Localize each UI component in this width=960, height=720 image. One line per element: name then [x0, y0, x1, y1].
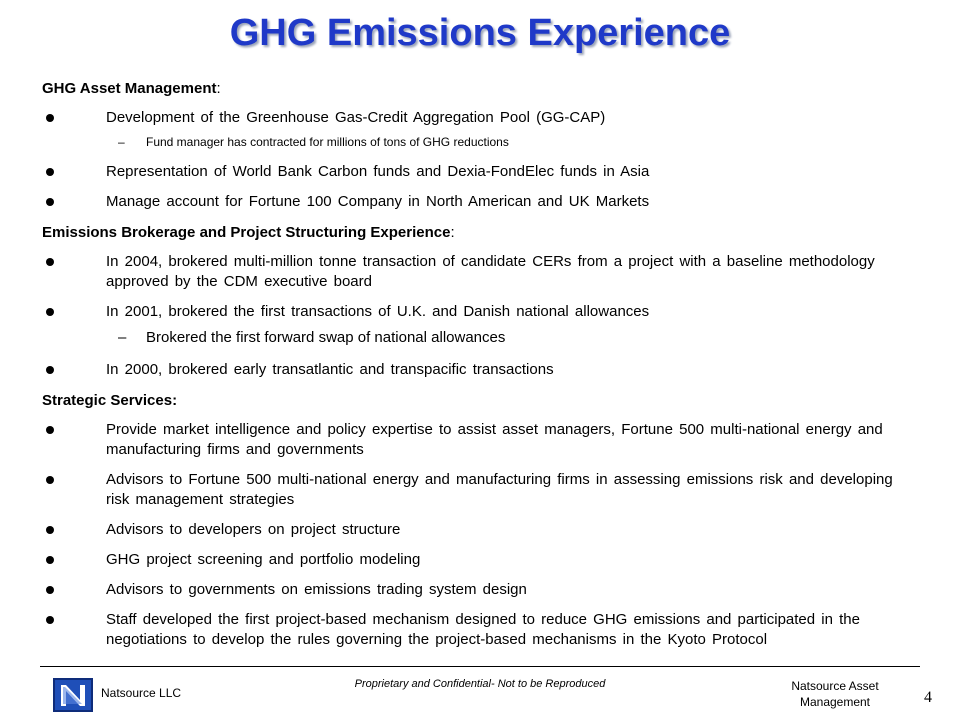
- bullet-item: Advisors to developers on project structure: [42, 520, 922, 540]
- bullet-dot-icon: [46, 258, 54, 266]
- page-title: GHG Emissions Experience: [229, 12, 731, 54]
- bullet-item: GHG project screening and portfolio modeling: [42, 550, 922, 570]
- bullet-item: Advisors to Fortune 500 multi-national energy and manufacturing firms in assessing emissions risk and developing risk management strategies: [42, 470, 922, 510]
- bullet-item: Staff developed the first project-based mechanism designed to reduce GHG emissions and participated in the negotiations to develop the rules governing the project-based mechanisms in the Kyoto Protocol: [42, 610, 922, 650]
- bullet-item: Development of the Greenhouse Gas-Credit Aggregation Pool (GG-CAP): [42, 108, 922, 128]
- bullet-dot-icon: [46, 526, 54, 534]
- bullet-dot-icon: [46, 556, 54, 564]
- sub-bullet-item: – Fund manager has contracted for millions of tons of GHG reductions: [118, 135, 509, 149]
- dash-icon: –: [118, 135, 125, 149]
- section-heading: Strategic Services:: [42, 392, 178, 409]
- section-strategic-services: [42, 392, 922, 650]
- bullet-dot-icon: [46, 476, 54, 484]
- bullet-dot-icon: [46, 308, 54, 316]
- bullet-item: Manage account for Fortune 100 Company in North American and UK Markets: [42, 192, 922, 212]
- section-brokerage: [42, 224, 922, 380]
- dash-icon: –: [118, 329, 127, 346]
- bullet-dot-icon: [46, 586, 54, 594]
- sub-bullet-item: – Brokered the first forward swap of national allowances: [118, 329, 506, 346]
- bullet-item: In 2000, brokered early transatlantic and transpacific transactions: [42, 360, 922, 380]
- bullet-item: Provide market intelligence and policy expertise to assist asset managers, Fortune 500 multi-national energy and manufacturing firms and governments: [42, 420, 922, 460]
- footer-divider: [40, 666, 920, 667]
- section-heading: GHG Asset Management:: [42, 80, 221, 97]
- bullet-dot-icon: [46, 366, 54, 374]
- bullet-item: In 2001, brokered the first transactions of U.K. and Danish national allowances: [42, 302, 922, 322]
- bullet-dot-icon: [46, 114, 54, 122]
- bullet-dot-icon: [46, 168, 54, 176]
- bullet-dot-icon: [46, 426, 54, 434]
- bullet-dot-icon: [46, 198, 54, 206]
- footer-confidential: Proprietary and Confidential- Not to be Reproduced: [354, 678, 606, 690]
- section-heading: Emissions Brokerage and Project Structuring Experience:: [42, 224, 455, 241]
- bullet-item: In 2004, brokered multi-million tonne transaction of candidate CERs from a project with a baseline methodology approved by the CDM executive board: [42, 252, 922, 292]
- bullet-item: Advisors to governments on emissions trading system design: [42, 580, 922, 600]
- section-asset-management: [42, 80, 922, 212]
- bullet-item: Representation of World Bank Carbon funds and Dexia-FondElec funds in Asia: [42, 162, 922, 182]
- page-number: 4: [924, 689, 932, 706]
- content-area: [42, 80, 922, 662]
- footer-right-company: Natsource Asset Management: [791, 679, 879, 709]
- footer-company: Natsource LLC: [101, 686, 182, 700]
- bullet-dot-icon: [46, 616, 54, 624]
